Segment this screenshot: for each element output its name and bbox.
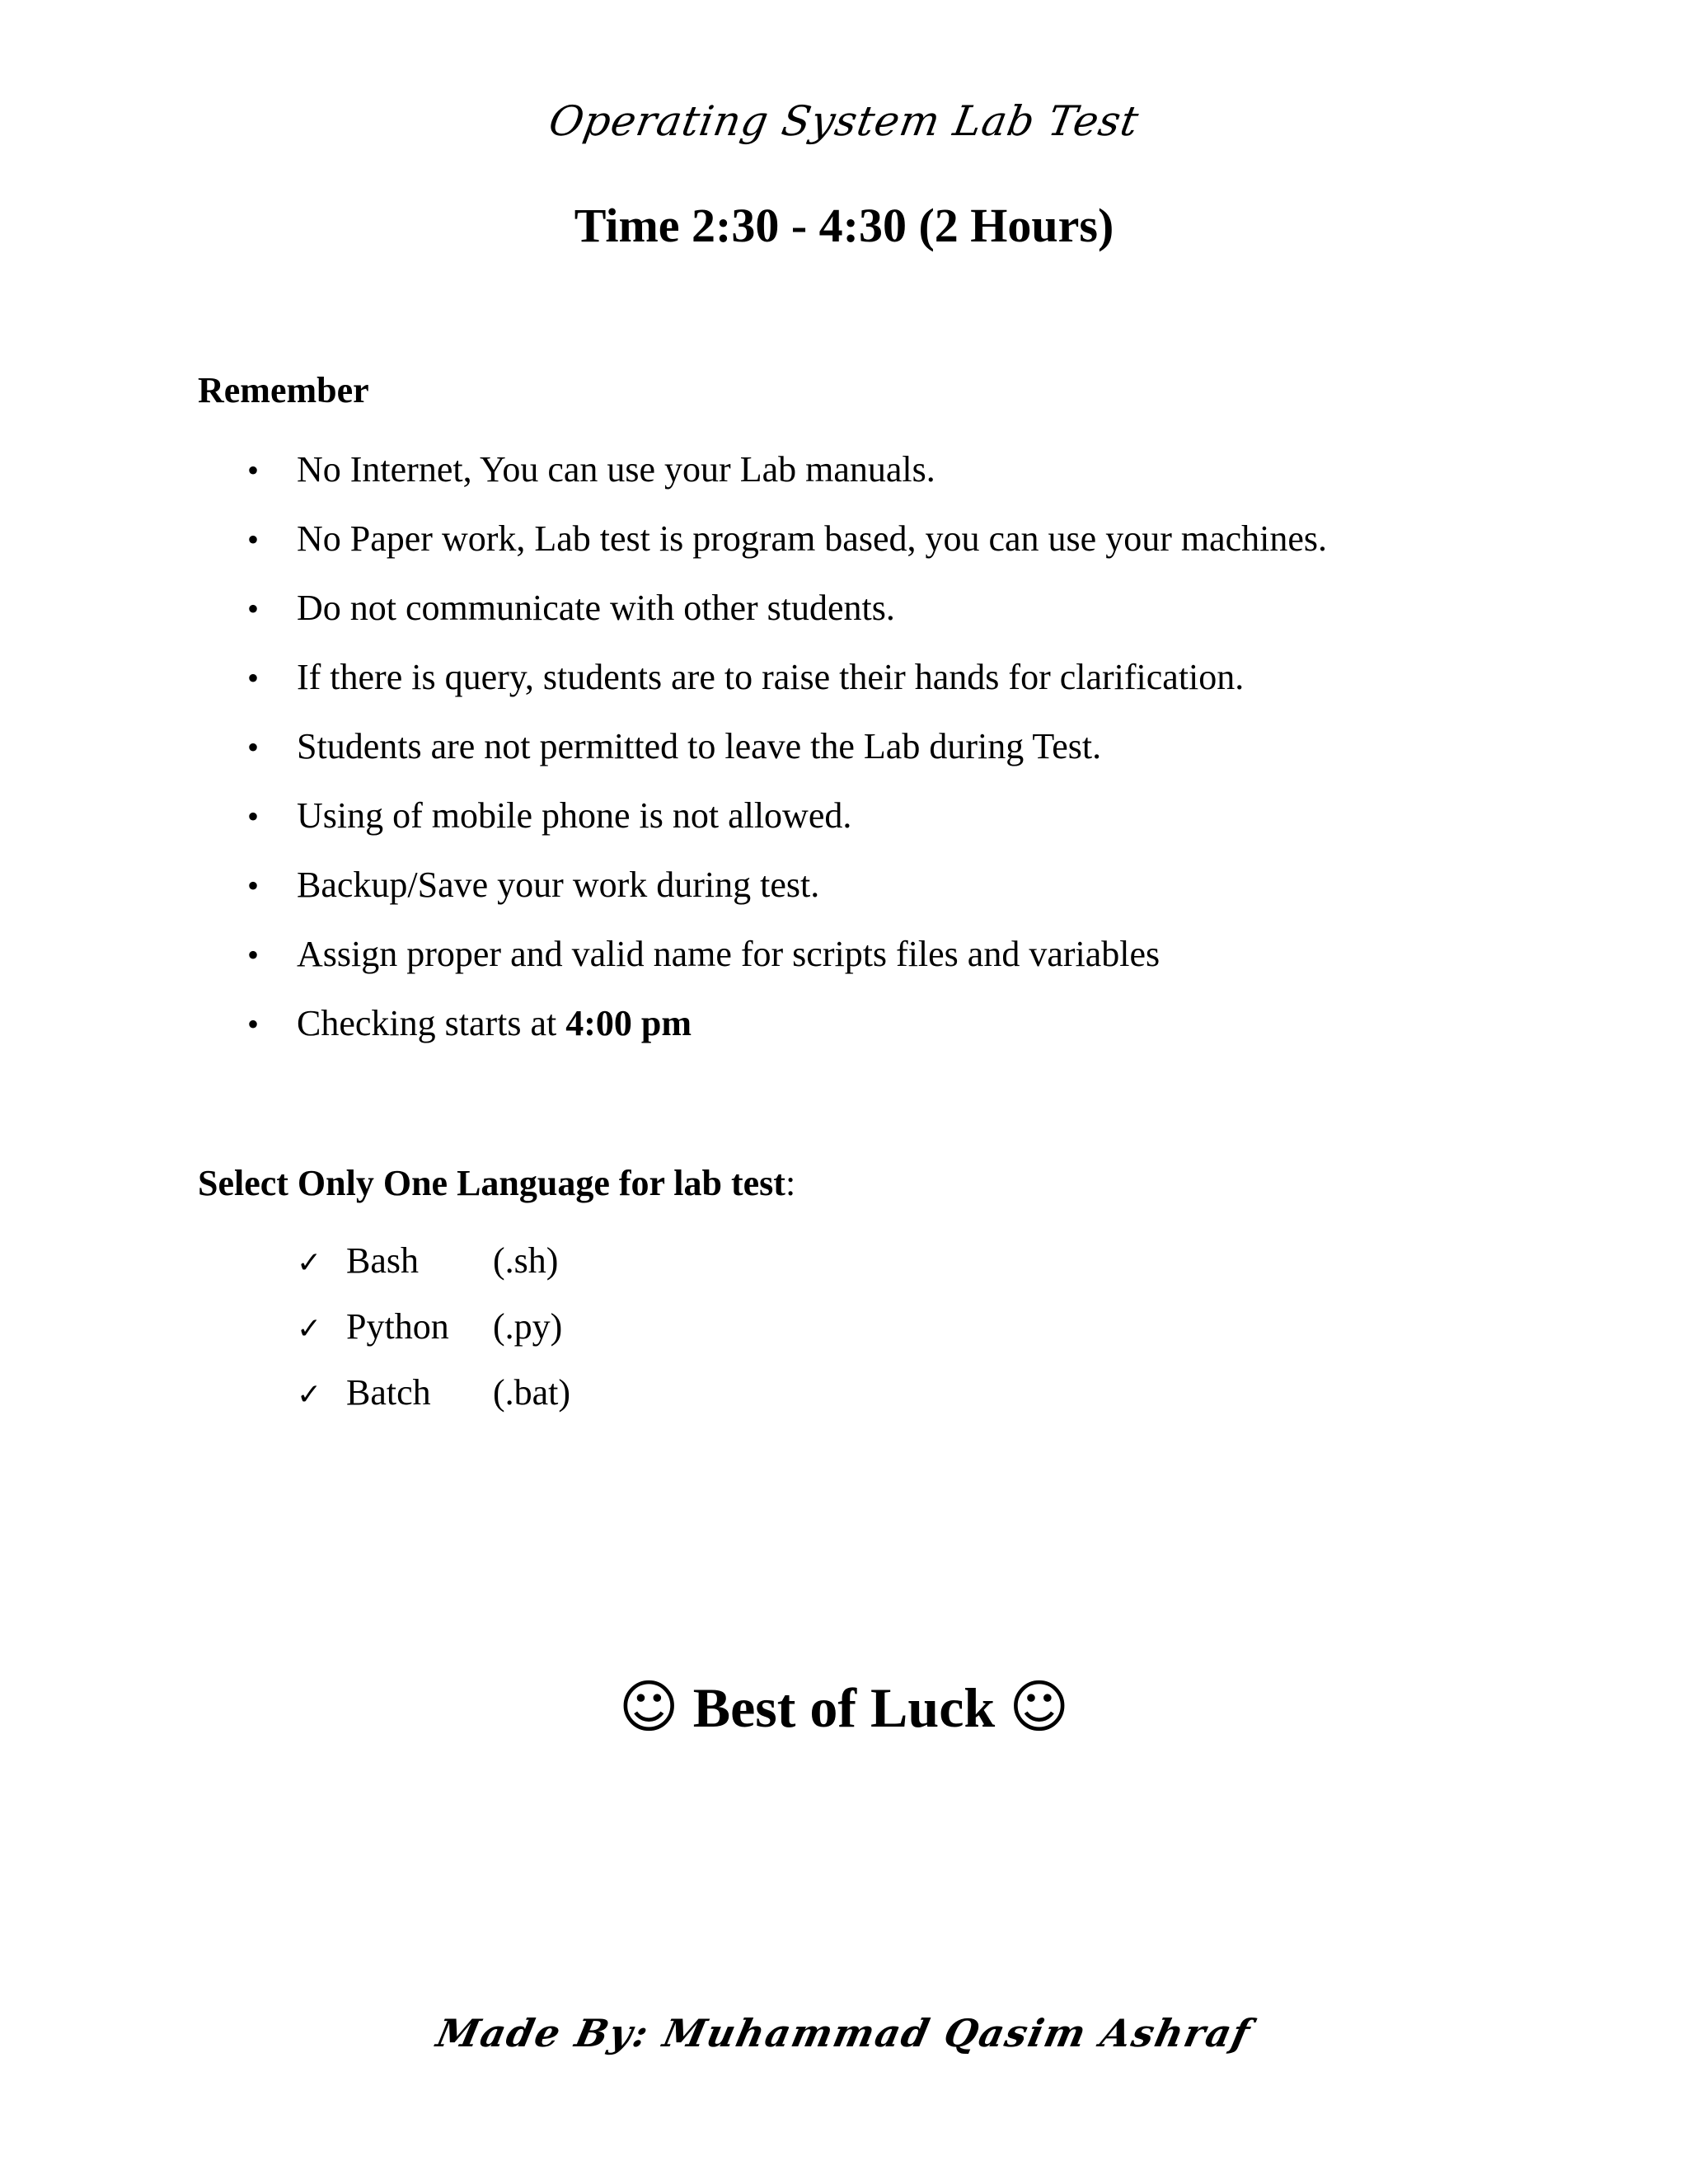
- document-script-title: Operating System Lab Test: [545, 97, 1143, 145]
- language-name: Python: [346, 1306, 449, 1347]
- time-heading: Time 2:30 - 4:30 (2 Hours): [574, 199, 1114, 252]
- bullet-icon: •: [247, 867, 260, 904]
- rules-list: [247, 445, 1327, 1068]
- rule-item: [247, 791, 1327, 860]
- bullet-icon: •: [247, 936, 260, 973]
- checking-prefix: Checking starts at: [297, 1003, 566, 1043]
- language-list: [297, 1236, 570, 1434]
- rule-item: [247, 930, 1327, 999]
- language-name: Bash: [346, 1240, 419, 1281]
- bullet-icon: •: [247, 729, 260, 766]
- rule-item: [247, 583, 1327, 653]
- language-extension: (.py): [493, 1306, 563, 1347]
- checkmark-icon: ✓: [297, 1312, 322, 1346]
- best-of-luck: [0, 1673, 1688, 1741]
- rule-text: [297, 999, 692, 1048]
- checking-time: 4:00 pm: [565, 1003, 692, 1043]
- rule-item: [247, 514, 1327, 583]
- bullet-icon: •: [247, 521, 260, 558]
- language-heading-text: Select Only One Language for lab test: [198, 1163, 785, 1203]
- author-signature: Made By: Muhammad Qasim Ashraf: [432, 2011, 1255, 2055]
- smiley-icon: ☺: [1009, 1673, 1070, 1741]
- language-heading: [198, 1162, 795, 1204]
- bullet-icon: •: [247, 1005, 260, 1043]
- language-extension: (.bat): [493, 1372, 571, 1413]
- rule-text: Backup/Save your work during test.: [297, 865, 820, 905]
- bullet-icon: •: [247, 659, 260, 696]
- rule-item-checking-time: [247, 999, 1327, 1068]
- remember-heading: Remember: [198, 370, 369, 410]
- rule-item: [247, 860, 1327, 930]
- bullet-icon: •: [247, 590, 260, 627]
- language-item: [297, 1368, 570, 1434]
- rule-text: No Internet, You can use your Lab manuals.: [297, 449, 935, 490]
- rule-item: [247, 722, 1327, 791]
- rule-text: Students are not permitted to leave the Lab during Test.: [297, 726, 1102, 766]
- luck-text: Best of Luck: [692, 1676, 996, 1739]
- rule-text: No Paper work, Lab test is program based, you can use your machines.: [297, 518, 1328, 559]
- language-name: Batch: [346, 1372, 431, 1413]
- checkmark-icon: ✓: [297, 1378, 322, 1412]
- language-item: [297, 1302, 570, 1368]
- rule-item: [247, 653, 1327, 722]
- rule-text: Do not communicate with other students.: [297, 588, 895, 628]
- checkmark-icon: ✓: [297, 1246, 322, 1280]
- language-heading-colon: :: [785, 1163, 796, 1203]
- bullet-icon: •: [247, 798, 260, 835]
- rule-text: If there is query, students are to raise their hands for clarification.: [297, 657, 1245, 697]
- rule-text: Using of mobile phone is not allowed.: [297, 795, 852, 836]
- rule-item: [247, 445, 1327, 514]
- language-extension: (.sh): [493, 1240, 559, 1281]
- smiley-icon: ☺: [618, 1673, 679, 1741]
- rule-text: Assign proper and valid name for scripts files and variables: [297, 934, 1160, 974]
- bullet-icon: •: [247, 452, 260, 489]
- language-item: [297, 1236, 570, 1302]
